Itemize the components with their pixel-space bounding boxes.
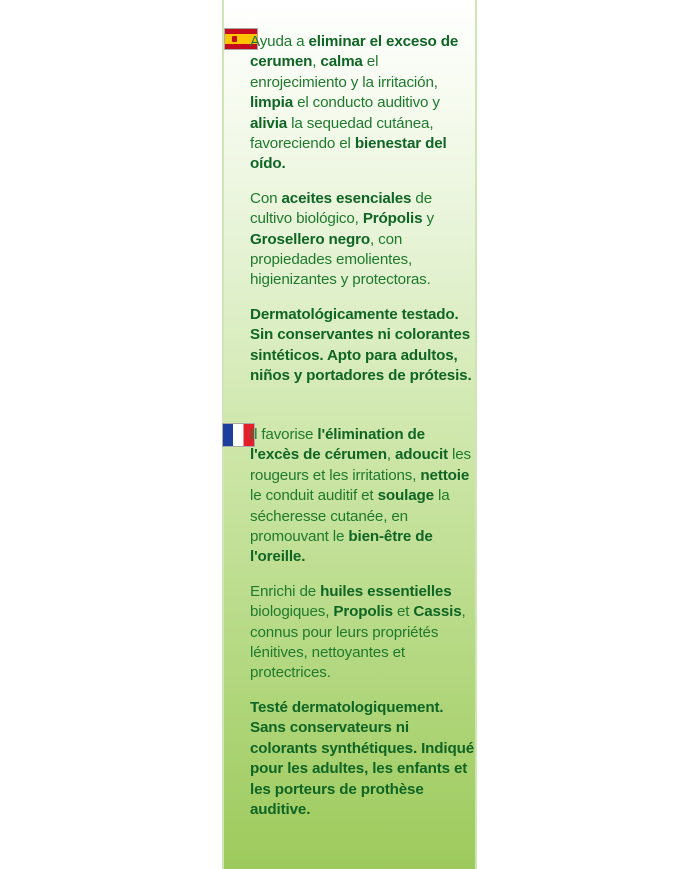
bold-text: eliminar el exceso de cerumen xyxy=(250,33,459,71)
bold-text: bienestar del oído. xyxy=(250,135,447,173)
text-run: , connus pour leurs propriétés lénitives, nettoyantes et protectrices. xyxy=(250,603,466,682)
bold-text: huiles essentielles xyxy=(320,582,452,600)
text-run: le conduit auditif et xyxy=(250,487,378,505)
text-run: el enrojecimiento y la irritación, xyxy=(250,53,438,91)
spain-crest-icon xyxy=(232,36,237,42)
text-run: Ayuda a xyxy=(250,33,309,50)
text-run: de cultivo biológico, xyxy=(250,189,433,228)
bold-text: bien-être de l'oreille. xyxy=(250,528,433,566)
bold-text: calma xyxy=(320,53,363,71)
bold-text: Grosellero negro xyxy=(250,230,370,248)
bold-text: soulage xyxy=(377,487,434,505)
text-run: la sequedad cutánea, favoreciendo el xyxy=(250,114,434,153)
text-run: Il favorise xyxy=(250,426,318,443)
bold-text: Testé dermatologiquement. Sans conservateurs ni colorants synthétiques. Indiqué pour les adultes, les enfants et les porteurs de prothèse auditive. xyxy=(250,698,475,818)
text-run: , con propiedades emolientes, higienizantes y protectoras. xyxy=(250,230,431,289)
text-run: et xyxy=(392,603,414,621)
text-run: , xyxy=(386,446,395,464)
text-run: y xyxy=(422,210,434,228)
bold-text: alivia xyxy=(250,114,288,132)
bold-text: aceites esenciales xyxy=(281,189,412,207)
bold-text: Dermatológicamente testado. Sin conservantes ni colorantes sintéticos. Apto para adultos, niños y portadores de prótesis. xyxy=(250,305,472,385)
bold-text: adoucit xyxy=(394,446,448,464)
fr-paragraph-2 xyxy=(250,582,478,684)
bold-text: limpia xyxy=(250,94,293,112)
es-paragraph-1 xyxy=(250,32,478,175)
french-text xyxy=(250,425,478,834)
spanish-text xyxy=(250,32,478,401)
text-run: la sécheresse cutanée, en promouvant le xyxy=(250,487,450,546)
text-run: les rougeurs et les irritations, xyxy=(250,446,471,484)
text-run: Con xyxy=(250,189,282,207)
bold-text: Cassis xyxy=(413,603,462,621)
text-run: biologiques, xyxy=(250,603,334,621)
text-run: el conducto auditivo y xyxy=(293,94,440,112)
bold-text: nettoie xyxy=(420,466,470,484)
fr-paragraph-1 xyxy=(250,425,478,568)
fr-paragraph-3 xyxy=(250,698,478,820)
bold-text: l'élimination de l'excès de cérumen xyxy=(250,426,425,464)
es-paragraph-2 xyxy=(250,189,478,291)
bold-text: Própolis xyxy=(362,210,423,228)
bold-text: Propolis xyxy=(333,603,393,621)
text-run: Enrichi de xyxy=(250,582,321,600)
text-run: , xyxy=(312,53,321,71)
es-paragraph-3 xyxy=(250,305,478,387)
